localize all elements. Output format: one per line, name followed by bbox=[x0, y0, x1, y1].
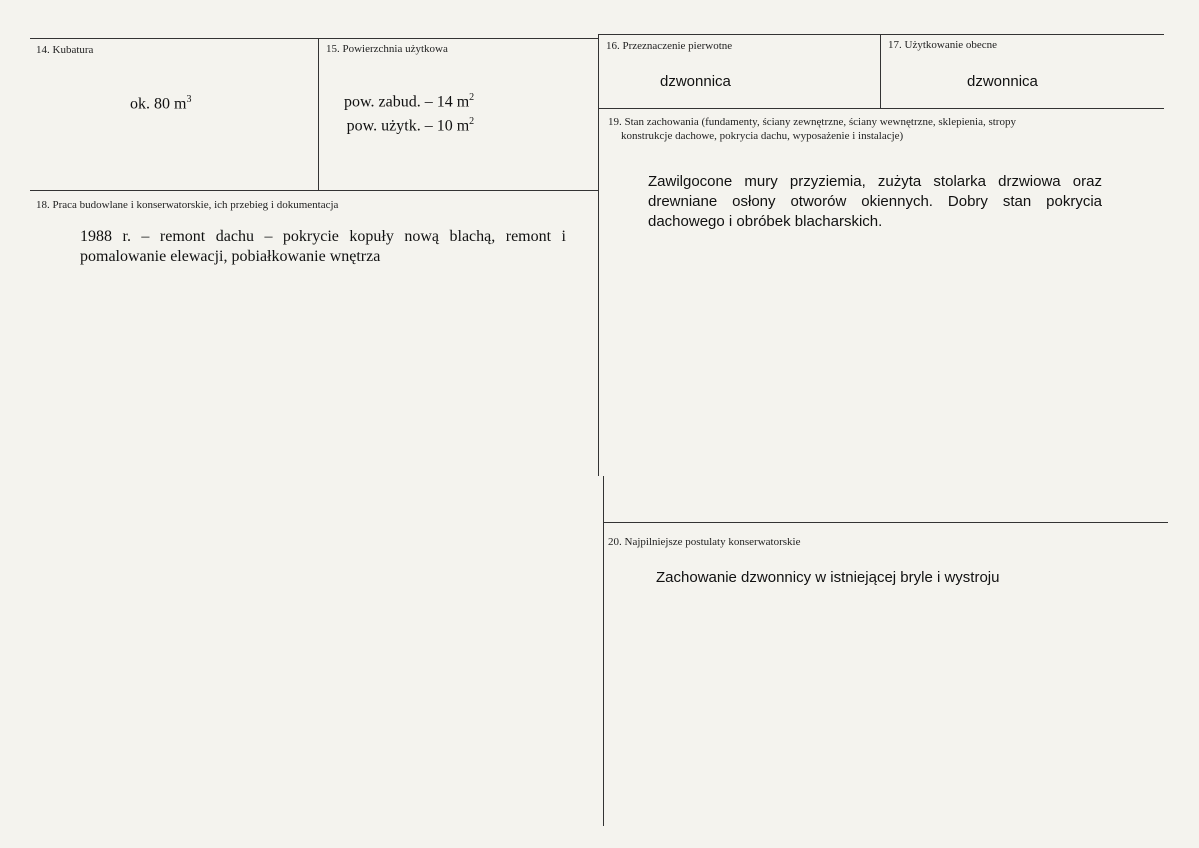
top-right-rule bbox=[598, 34, 1164, 35]
field-15-line-2-sup: 2 bbox=[469, 116, 475, 128]
field-15-value bbox=[344, 88, 474, 137]
divider-14-15 bbox=[318, 38, 319, 190]
rule-above-20 bbox=[603, 522, 1168, 523]
field-15-line-2-main: pow. użytk. – 10 m bbox=[346, 117, 470, 135]
field-15-line-1-sup: 2 bbox=[469, 92, 475, 103]
field-15-line-1-main: pow. zabud. – 14 m bbox=[344, 93, 470, 111]
field-15-label: 15. Powierzchnia użytkowa bbox=[326, 43, 448, 55]
field-15-line-1 bbox=[344, 88, 474, 112]
top-left-rule bbox=[30, 38, 598, 39]
field-14-value-sup: 3 bbox=[186, 94, 192, 105]
divider-left-right-lower bbox=[603, 476, 604, 826]
field-17-value: dzwonnica bbox=[967, 73, 1038, 90]
field-19-label-line-1: 19. Stan zachowania (fundamenty, ściany zewnętrzne, ściany wewnętrzne, sklepienia, stropy bbox=[608, 116, 1016, 128]
field-15-line-2 bbox=[344, 112, 474, 136]
field-17-label: 17. Użytkowanie obecne bbox=[888, 39, 998, 51]
field-16-value: dzwonnica bbox=[660, 73, 731, 90]
field-18-label: 18. Praca budowlane i konserwatorskie, ich przebieg i dokumentacja bbox=[36, 199, 339, 211]
field-20-label: 20. Najpilniejsze postulaty konserwatorskie bbox=[608, 536, 801, 548]
field-19-value: Zawilgocone mury przyziemia, zużyta stolarka drzwiowa oraz drewniane osłony otworów okiennych. Dobry stan pokrycia dachowego i obróbek blacharskich. bbox=[648, 173, 1102, 230]
rule-below-14-15 bbox=[30, 190, 598, 191]
field-14-value-main: ok. 80 m bbox=[130, 95, 187, 113]
field-14-value bbox=[130, 90, 191, 114]
field-14-label: 14. Kubatura bbox=[36, 44, 94, 56]
divider-16-17 bbox=[880, 34, 881, 108]
rule-below-16-17 bbox=[598, 108, 1164, 109]
field-20-value: Zachowanie dzwonnicy w istniejącej bryle i wystroju bbox=[656, 569, 1000, 586]
field-19-label-line-2: konstrukcje dachowe, pokrycia dachu, wyposażenie i instalacje) bbox=[621, 130, 904, 142]
field-18-value: 1988 r. – remont dachu – pokrycie kopuły nową blachą, remont i pomalowanie elewacji, pobiałkowanie wnętrza bbox=[80, 228, 566, 265]
field-16-label: 16. Przeznaczenie pierwotne bbox=[606, 40, 733, 52]
divider-left-right bbox=[598, 34, 599, 476]
